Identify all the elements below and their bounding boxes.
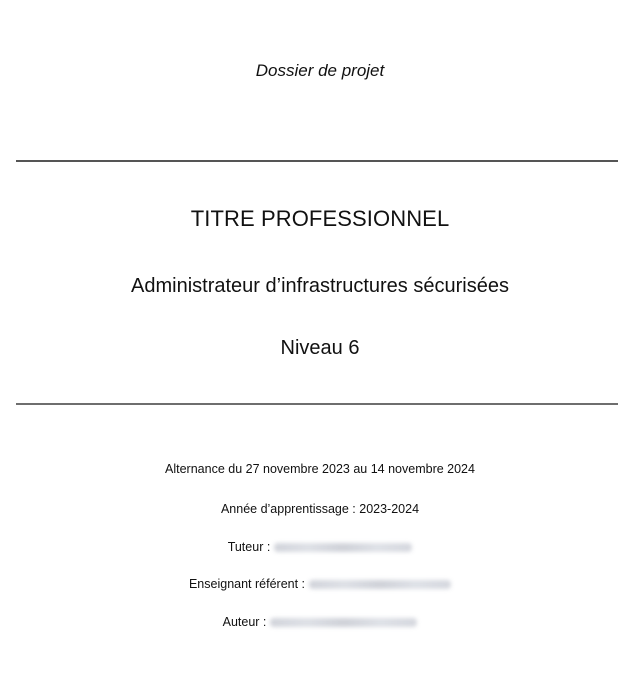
document-subtitle: Dossier de projet [255, 61, 385, 80]
teacher-line [0, 576, 640, 592]
alternance-dates: Alternance du 27 novembre 2023 au 14 novembre 2024 [165, 462, 475, 476]
document-title: TITRE PROFESSIONNEL [190, 206, 450, 231]
tutor-label: Tuteur : [227, 540, 271, 554]
tutor-name-redacted [274, 543, 412, 552]
apprenticeship-year: Année d’apprentissage : 2023-2024 [220, 502, 420, 516]
teacher-label: Enseignant référent : [188, 577, 306, 591]
tutor-line [0, 539, 640, 555]
teacher-name-redacted [309, 580, 451, 589]
author-label: Auteur : [222, 615, 267, 629]
horizontal-rule-bottom [16, 403, 618, 405]
author-name-redacted [270, 618, 417, 627]
horizontal-rule-top [16, 160, 618, 162]
author-line [0, 614, 640, 630]
profession-title: Administrateur d’infrastructures sécurisées [131, 275, 509, 297]
level-label: Niveau 6 [280, 337, 360, 359]
